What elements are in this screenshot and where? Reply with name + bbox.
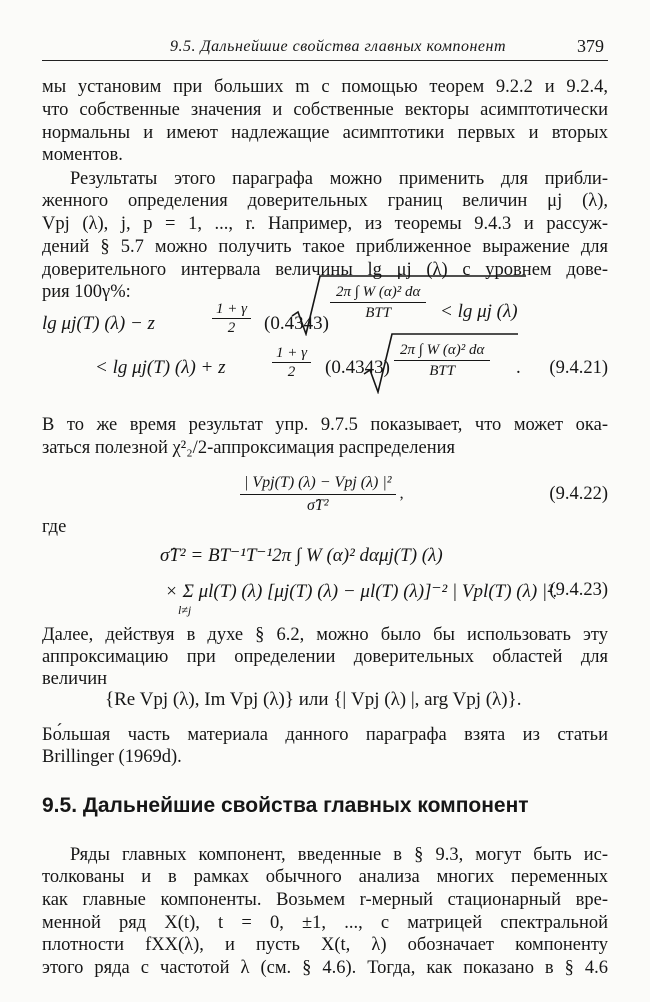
fraction-numerator: 2π ∫ W (α)² dα <box>330 282 426 303</box>
text-line: Vpj (λ), j, p = 1, ..., r. Например, из теоремы 9.4.3 и рассуж- <box>42 214 608 234</box>
text-line: мы установим при больших m с помощью теорем 9.2.2 и 9.2.4, <box>42 77 608 97</box>
text-line: где <box>42 517 67 537</box>
section-heading: 9.5. Дальнейшие свойства главных компонент <box>42 794 529 817</box>
equation-part: < lg μj (λ) <box>440 301 518 322</box>
text-line: менной ряд X(t), t = 0, ±1, ..., с матрицей спектральной <box>42 913 608 933</box>
fraction-numerator: | Vpj(T) (λ) − Vpj (λ) |² <box>240 472 396 495</box>
text-line: рия 100γ%: <box>42 282 131 302</box>
equation-dot: . <box>516 357 521 378</box>
fraction-denominator: BTT <box>365 305 392 321</box>
fraction-denominator: 2 <box>287 364 296 380</box>
sum-subscript: l≠j <box>178 603 192 617</box>
equation-part: (0.4343) <box>264 313 329 334</box>
header-rule <box>42 60 608 61</box>
equation-number: (9.4.22) <box>549 484 608 504</box>
equation-part: (0.4343) <box>325 357 390 378</box>
equation-number: (9.4.21) <box>549 358 608 378</box>
equation-part: < lg μj(T) (λ) + z <box>95 357 226 378</box>
fraction <box>272 344 311 381</box>
text-line: дений § 5.7 можно получить такое приближенное выражение для <box>42 237 608 257</box>
text-line: женного определения доверительных границ величин μj (λ), <box>42 191 608 211</box>
text-line: что собственные значения и собственные векторы асимптотически <box>42 100 608 120</box>
text-line: величин <box>42 669 108 689</box>
equation-part: lg μj(T) (λ) − z <box>42 313 155 334</box>
fraction-numerator: 1 + γ <box>272 344 311 363</box>
fraction-numerator: 2π ∫ W (α)² dα <box>394 340 490 361</box>
fraction <box>394 340 490 381</box>
text-line: В то же время результат упр. 9.7.5 показывает, что может ока- <box>42 415 608 435</box>
fraction <box>212 300 251 337</box>
text-line: нормальны и имеют надлежащие асимптотики первых и вторых <box>42 123 608 143</box>
page-number: 379 <box>577 36 604 56</box>
equation-line: × Σ μl(T) (λ) [μj(T) (λ) − μl(T) (λ)]⁻² | Vpl(T) (λ) |². <box>165 581 558 602</box>
fraction <box>240 472 396 517</box>
equation-fraction: $\frac{\text{| Vpj(T) (λ) − Vpj (λ) |²}}{\text{σ̂T²}}$ , <box>240 472 404 517</box>
equation-line: {Re Vpj (λ), Im Vpj (λ)} или {| Vpj (λ) |, arg Vpj (λ)}. <box>105 689 522 710</box>
radical-fraction <box>394 340 490 381</box>
fraction-denominator: σ̂T² <box>306 497 329 514</box>
text-line: Бо́льшая часть материала данного параграфа взята из статьи <box>42 725 608 745</box>
text-line: моментов. <box>42 145 123 165</box>
text-line: аппроксимацию при определении доверительных областей для <box>42 647 608 667</box>
text-line: плотности fXX(λ), и пусть X(t, λ) обозначает компоненту <box>42 935 608 955</box>
text-line: как главные компоненты. Возьмем r-мерный стационарный вре- <box>42 890 608 910</box>
running-head <box>42 36 608 58</box>
equation-line: σ̂T² = BT⁻¹T⁻¹2π ∫ W (α)² dαμj(T) (λ) <box>160 545 443 566</box>
text-line: Brillinger (1969d). <box>42 747 182 767</box>
equation-number: (9.4.23) <box>549 580 608 600</box>
text-line: этого ряда с частотой λ (см. § 4.6). Тогда, как показано в § 4.6 <box>42 958 608 978</box>
text-line: толкованы и в рамках обычного анализа многих переменных <box>42 867 608 887</box>
text-line: заться полезной χ²₂/2-аппроксимация распределения <box>42 438 456 458</box>
running-title: 9.5. Дальнейшие свойства главных компонент <box>170 38 507 55</box>
fraction-numerator: 1 + γ <box>212 300 251 319</box>
text-line: Результаты этого параграфа можно применить для прибли- <box>70 169 608 189</box>
fraction <box>330 282 426 323</box>
text-line: доверительного интервала величины lg μj (λ) с уровнем дове- <box>42 260 608 280</box>
text-line: Далее, действуя в духе § 6.2, можно было бы использовать эту <box>42 625 608 645</box>
fraction-denominator: BTT <box>429 363 456 379</box>
fraction-denominator: 2 <box>227 320 236 336</box>
text-line: Ряды главных компонент, введенные в § 9.3, могут быть ис- <box>70 845 608 865</box>
radical-fraction <box>330 282 426 323</box>
